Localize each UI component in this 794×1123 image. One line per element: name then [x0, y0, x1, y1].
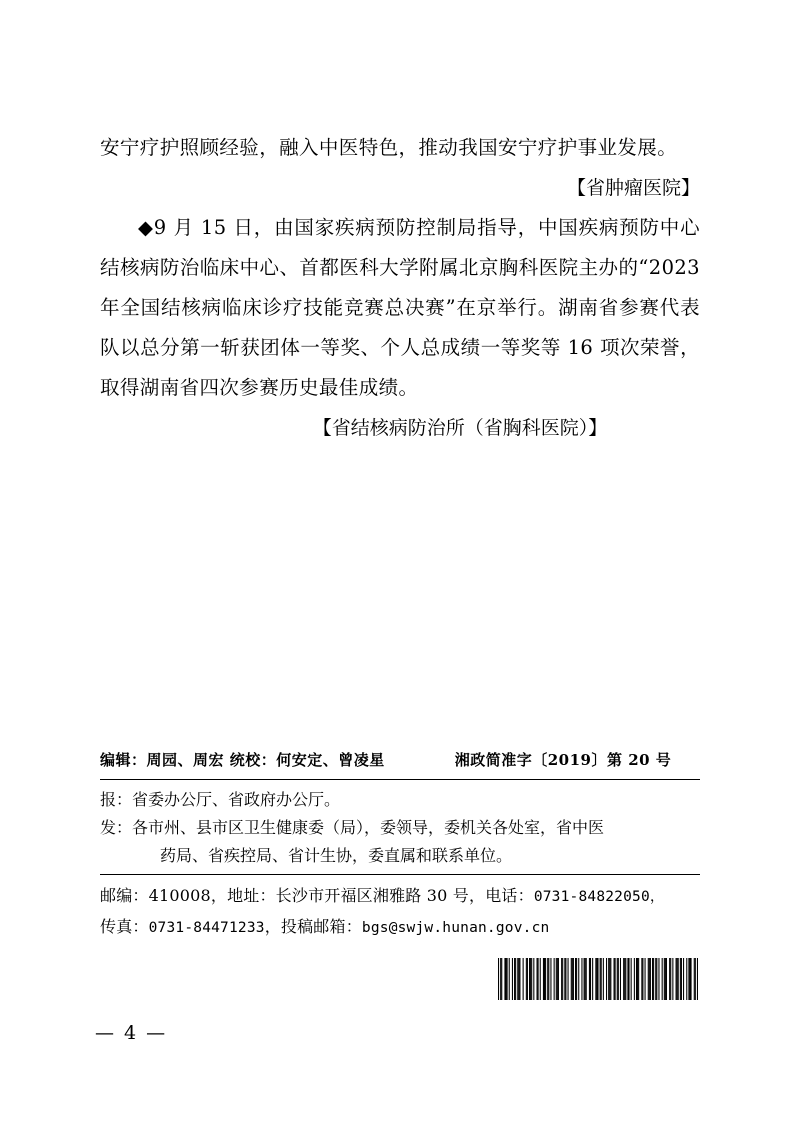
report-text: 省委办公厅、省政府办公厅。 [132, 790, 341, 809]
editor-info: 编辑：周园、周宏 统校：何安定、曾凌星 [100, 751, 385, 769]
document-footer [100, 745, 700, 943]
contact-address: 邮编：410008，地址：长沙市开福区湘雅路 30 号，电话： [100, 886, 534, 905]
document-body [100, 128, 700, 448]
barcode-strip [498, 958, 698, 1000]
footer-divider-top [100, 779, 700, 780]
contact-line-1 [100, 881, 700, 912]
report-line [100, 786, 700, 814]
footer-divider-bottom [100, 874, 700, 875]
editor-line [100, 745, 700, 775]
contact-phone: 0731-84822050， [533, 889, 665, 905]
body-paragraph-1: 安宁疗护照顾经验，融入中医特色，推动我国安宁疗护事业发展。 [100, 136, 678, 159]
issue-text-line-2: 药局、省疾控局、省计生协，委直属和联系单位。 [160, 846, 513, 865]
email-address: bgs@swjw.hunan.gov.cn [361, 920, 550, 936]
attribution-1: 【省肿瘤医院】 [566, 177, 700, 199]
fax-number: 0731-84471233 [148, 920, 265, 936]
body-paragraph-2: ◆9 月 15 日，由国家疾病预防控制局指导，中国疾病预防中心结核病防治临床中心、首都医科大学附属北京胸科医院主办的“2023 年全国结核病临床诊疗技能竞赛总决赛”在京举行。湖南省参赛代表队以总分第一斩获团体一等奖、个人总成绩一等奖等 16 项次荣誉，取得湖南省四次参赛历史最佳成绩。 [100, 216, 700, 399]
email-label: ，投稿邮箱： [264, 917, 362, 936]
report-label: 报： [100, 790, 133, 809]
approval-number: 湘政简准字〔2019〕第 20 号 [454, 751, 672, 769]
issue-label: 发： [100, 818, 133, 837]
attribution-2: 【省结核病防治所（省胸科医院）】 [312, 417, 608, 439]
issue-line [100, 814, 700, 870]
issue-text [132, 814, 700, 870]
barcode-svg [498, 958, 698, 1000]
fax-label: 传真： [100, 917, 149, 936]
issue-text-line-1: 各市州、县市区卫生健康委（局），委领导，委机关各处室，省中医 [132, 818, 605, 837]
contact-line-2 [100, 912, 700, 943]
page-number: — 4 — [95, 1022, 168, 1044]
